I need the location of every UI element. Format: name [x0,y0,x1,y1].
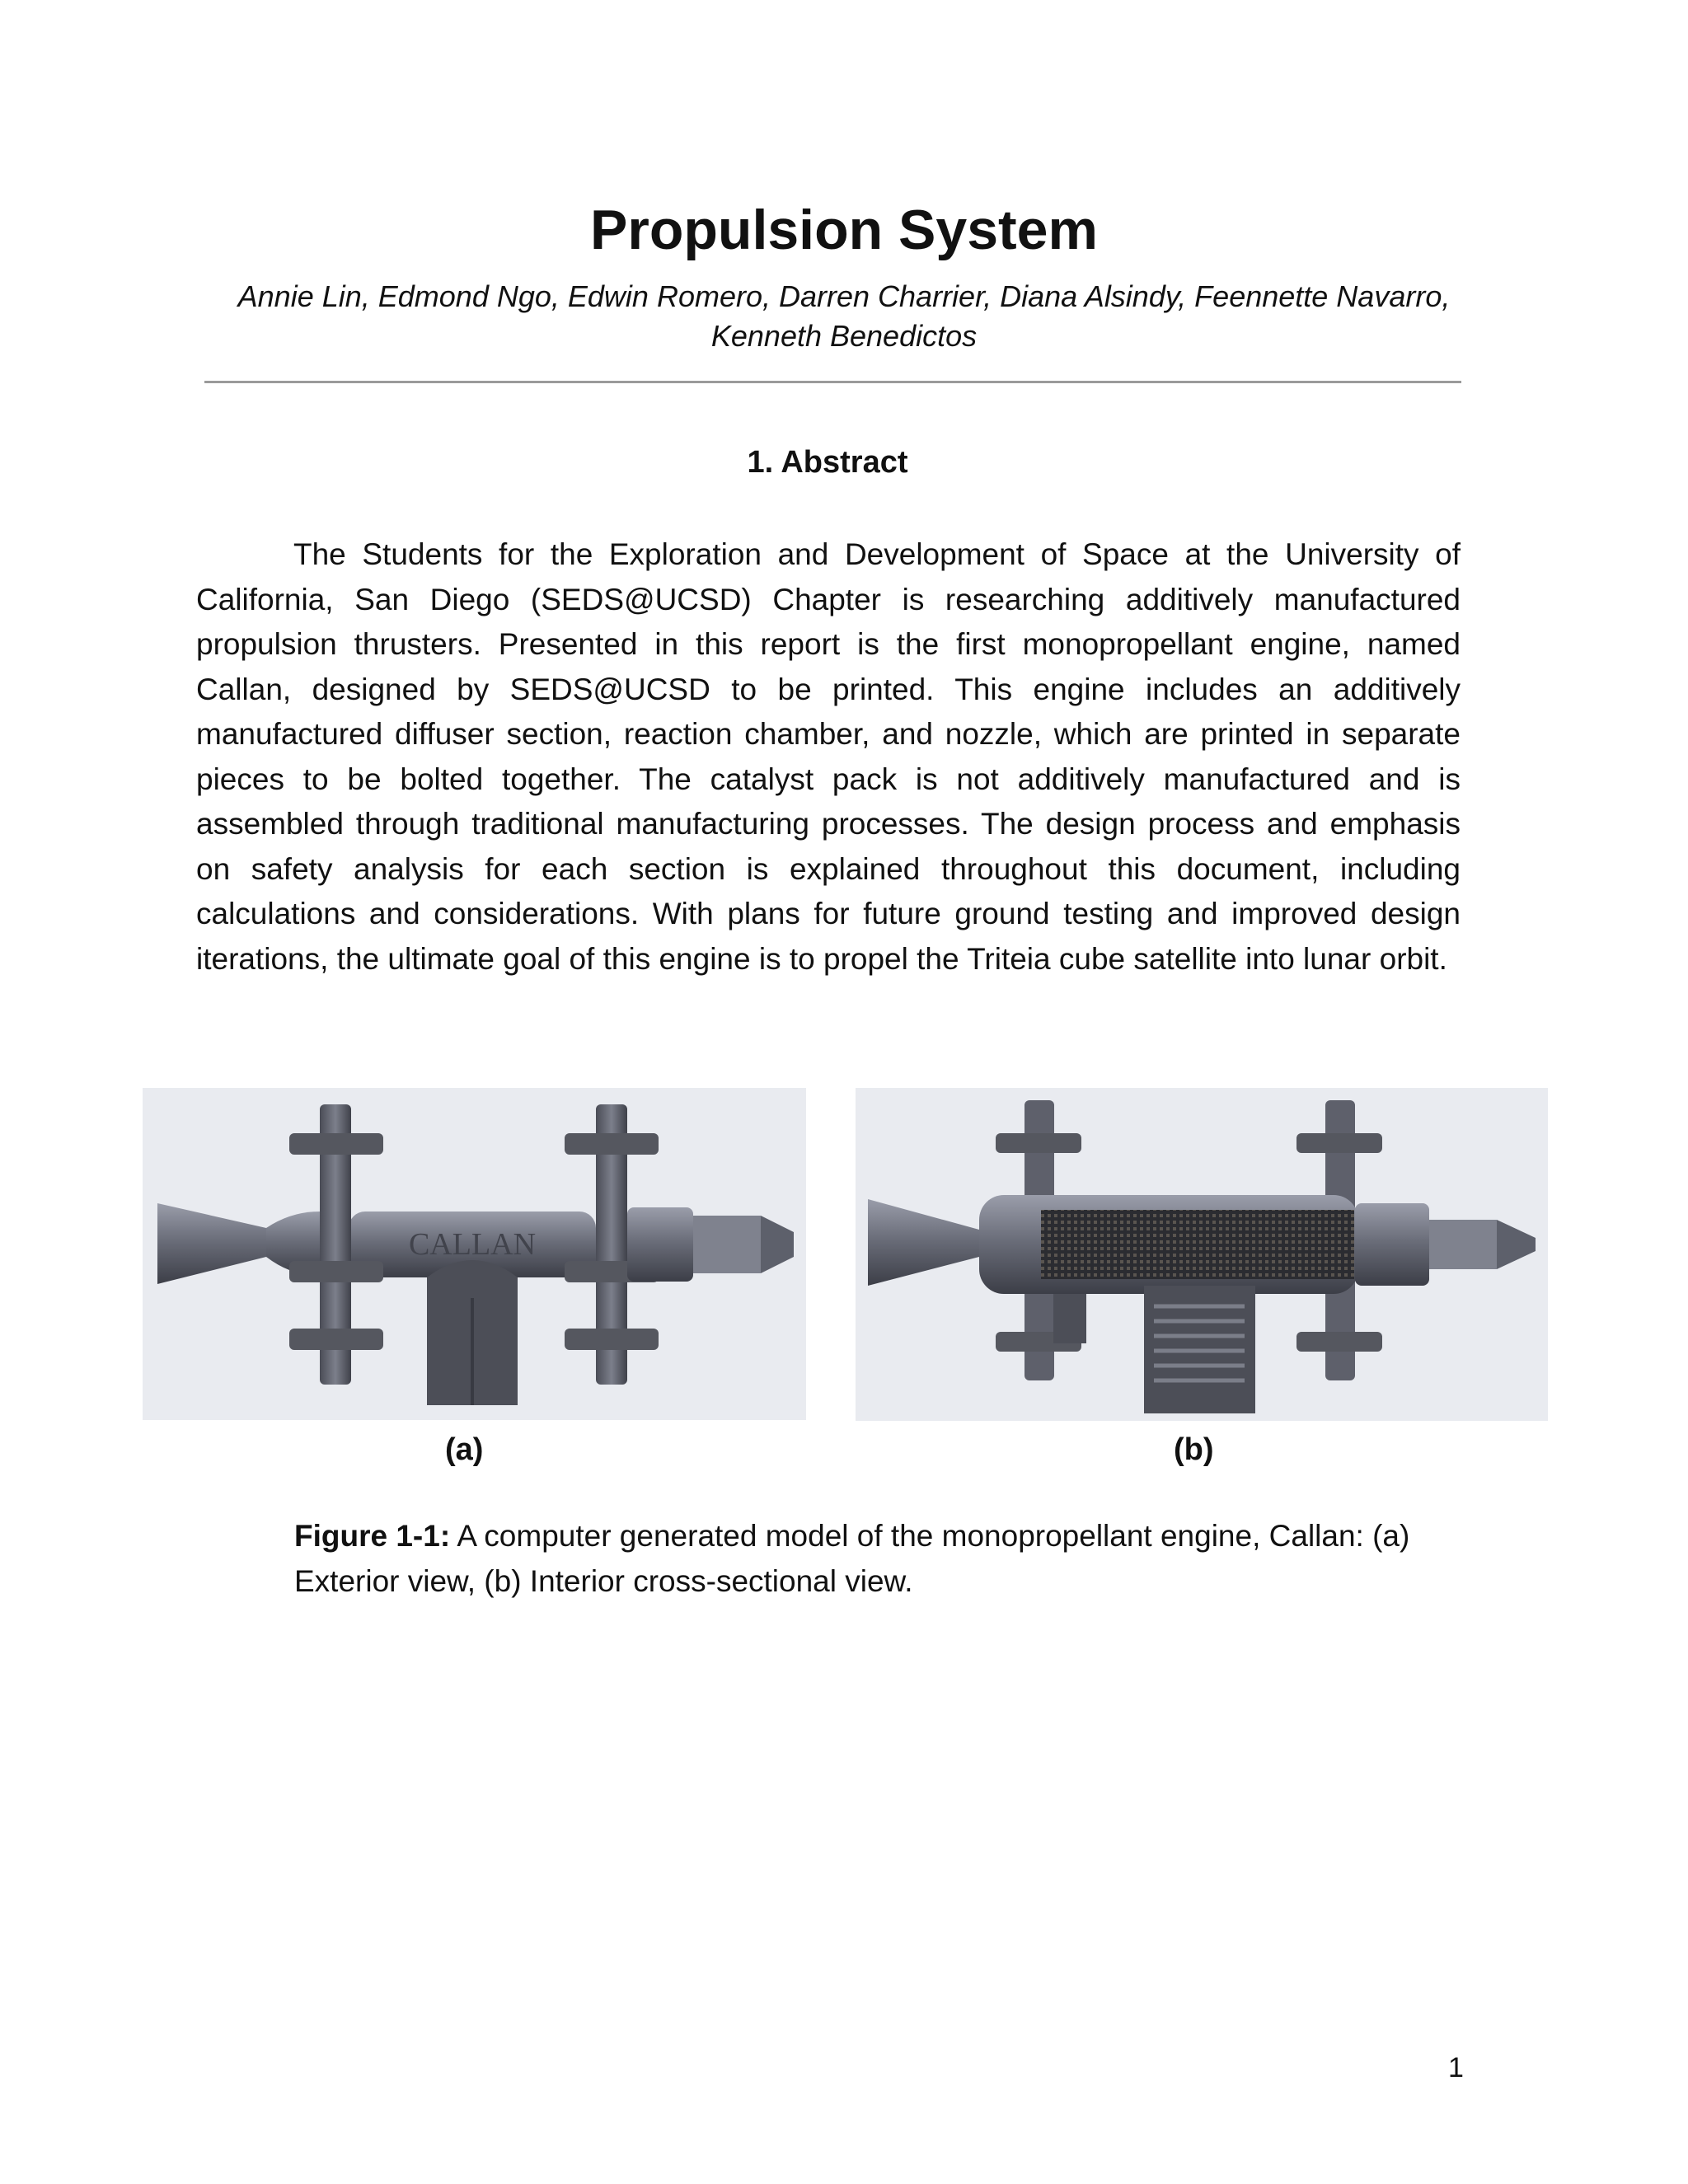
section-heading: 1. Abstract [747,445,908,480]
author-list [198,277,1490,356]
figure-caption-text: A computer generated model of the monopropellant engine, Callan: (a) Exterior view, (b) Interior cross-sectional view. [294,1519,1410,1598]
author-line-1: Annie Lin, Edmond Ngo, Edwin Romero, Darren Charrier, Diana Alsindy, Feennette Navarro, [237,279,1451,313]
title-divider [204,381,1461,383]
figure-label-b: (b) [1174,1432,1214,1467]
engine-engraving: CALLAN [408,1227,537,1262]
figure-label-a: (a) [445,1432,484,1467]
paper-title: Propulsion System [590,199,1098,261]
engine-exterior-illustration [143,1088,806,1420]
engine-cross-section-illustration [856,1088,1548,1421]
figure-exterior-view [143,1088,806,1420]
inlet-fitting [627,1207,693,1282]
catalyst-mesh [1041,1210,1354,1279]
figure-caption-label: Figure 1-1: [294,1519,451,1553]
nozzle-shape [157,1203,266,1284]
author-line-2: Kenneth Benedictos [710,319,978,353]
abstract-paragraph: The Students for the Exploration and Development of Space at the University of California, San Diego (SEDS@UCSD) Chapter is researching additively manufactured propulsion thrusters. Presented in this report is the first monopropellant engine, named Callan, designed by SEDS@UCSD to be printed. This engine includes an additively manufactured diffuser section, reaction chamber, and nozzle, which are printed in separate pieces to be bolted together. The catalyst pack is not additively manufactured and is assembled through traditional manufacturing processes. The design process and emphasis on safety analysis for each section is explained throughout this document, including calculations and considerations. With plans for future ground testing and improved design iterations, the ultimate goal of this engine is to propel the Triteia cube satellite into lunar orbit. [196,537,1461,976]
figure-cross-section-view [856,1088,1548,1421]
page-number: 1 [1448,2052,1464,2083]
figure-caption [294,1513,1465,1604]
